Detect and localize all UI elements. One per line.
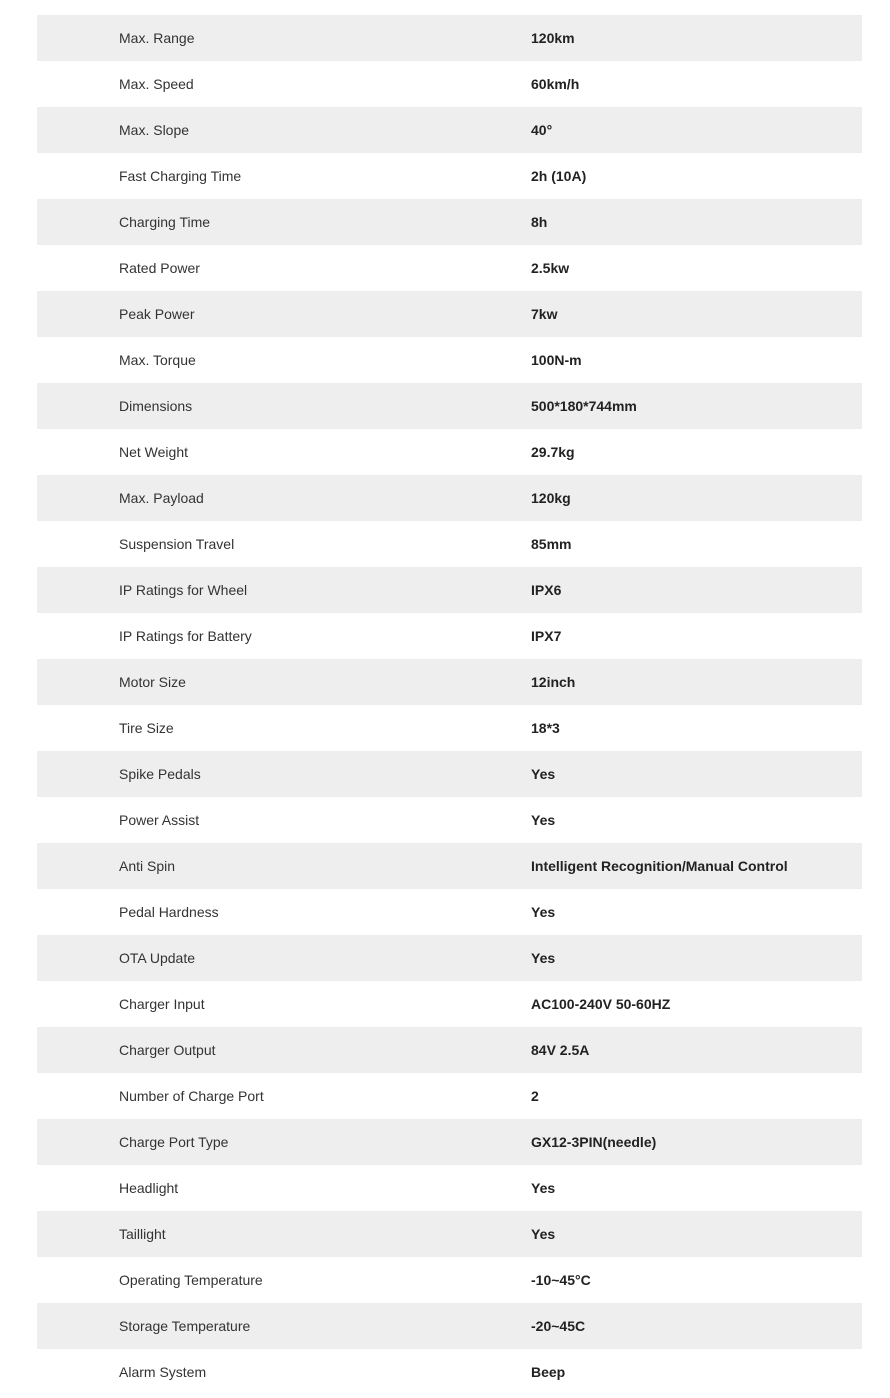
spec-value: Beep bbox=[531, 1364, 566, 1380]
spec-label: Rated Power bbox=[119, 260, 200, 276]
spec-value: AC100-240V 50-60HZ bbox=[531, 996, 671, 1012]
spec-value: IPX7 bbox=[531, 628, 562, 644]
spec-label: Power Assist bbox=[119, 812, 200, 828]
spec-label: Net Weight bbox=[119, 444, 188, 460]
spec-row-anti-spin bbox=[37, 843, 862, 889]
spec-row-operating-temperature bbox=[37, 1257, 862, 1303]
spec-value: 2.5kw bbox=[531, 260, 570, 276]
spec-value: 2 bbox=[531, 1088, 539, 1104]
spec-row-rated-power bbox=[37, 245, 862, 291]
spec-row-headlight bbox=[37, 1165, 862, 1211]
spec-row-charger-input bbox=[37, 981, 862, 1027]
spec-row-charge-port-type bbox=[37, 1119, 862, 1165]
spec-label: Anti Spin bbox=[119, 858, 176, 874]
spec-value: 60km/h bbox=[531, 76, 580, 92]
spec-label: IP Ratings for Battery bbox=[119, 628, 252, 644]
spec-row-alarm-system bbox=[37, 1349, 862, 1395]
spec-value: Yes bbox=[531, 766, 556, 782]
spec-value: 7kw bbox=[531, 306, 558, 322]
spec-value: 84V 2.5A bbox=[531, 1042, 590, 1058]
spec-row-peak-power bbox=[37, 291, 862, 337]
spec-row-number-of-charge-port bbox=[37, 1073, 862, 1119]
spec-label: Charge Port Type bbox=[119, 1134, 229, 1150]
spec-value: -20~45C bbox=[531, 1318, 586, 1334]
spec-label: Max. Speed bbox=[119, 76, 194, 92]
spec-value: 40° bbox=[531, 122, 553, 138]
spec-label: Spike Pedals bbox=[119, 766, 201, 782]
spec-row-ota-update bbox=[37, 935, 862, 981]
spec-label: Tire Size bbox=[119, 720, 174, 736]
spec-row-power-assist bbox=[37, 797, 862, 843]
spec-row-pedal-hardness bbox=[37, 889, 862, 935]
spec-value: 500*180*744mm bbox=[531, 398, 637, 414]
spec-value: 29.7kg bbox=[531, 444, 575, 460]
spec-value: 8h bbox=[531, 214, 548, 230]
spec-label: Storage Temperature bbox=[119, 1318, 251, 1334]
spec-value: IPX6 bbox=[531, 582, 562, 598]
spec-label: Operating Temperature bbox=[119, 1272, 263, 1288]
spec-row-taillight bbox=[37, 1211, 862, 1257]
spec-value: GX12-3PIN(needle) bbox=[531, 1134, 657, 1150]
spec-label: Max. Payload bbox=[119, 490, 204, 506]
spec-value: 120kg bbox=[531, 490, 571, 506]
spec-value: 100N-m bbox=[531, 352, 582, 368]
spec-label: Number of Charge Port bbox=[119, 1088, 264, 1104]
spec-value: 18*3 bbox=[531, 720, 560, 736]
spec-label: IP Ratings for Wheel bbox=[119, 582, 248, 598]
spec-label: Max. Slope bbox=[119, 122, 190, 138]
spec-label: Pedal Hardness bbox=[119, 904, 219, 920]
spec-value: Yes bbox=[531, 950, 556, 966]
spec-label: Motor Size bbox=[119, 674, 186, 690]
spec-value: Yes bbox=[531, 1226, 556, 1242]
spec-value: Yes bbox=[531, 904, 556, 920]
spec-label: Suspension Travel bbox=[119, 536, 235, 552]
spec-label: Max. Range bbox=[119, 30, 195, 46]
spec-row-suspension-travel bbox=[37, 521, 862, 567]
spec-row-charging-time bbox=[37, 199, 862, 245]
spec-label: Charger Input bbox=[119, 996, 205, 1012]
spec-value: -10~45°C bbox=[531, 1272, 591, 1288]
spec-row-ip-ratings-wheel bbox=[37, 567, 862, 613]
spec-value: Yes bbox=[531, 1180, 556, 1196]
spec-row-max-speed bbox=[37, 61, 862, 107]
spec-row-net-weight bbox=[37, 429, 862, 475]
spec-label: Headlight bbox=[119, 1180, 179, 1196]
spec-value: Yes bbox=[531, 812, 556, 828]
spec-row-max-payload bbox=[37, 475, 862, 521]
spec-label: Dimensions bbox=[119, 398, 193, 414]
spec-label: Taillight bbox=[119, 1226, 166, 1242]
spec-label: Alarm System bbox=[119, 1364, 207, 1380]
spec-row-charger-output bbox=[37, 1027, 862, 1073]
spec-row-max-slope bbox=[37, 107, 862, 153]
spec-row-ip-ratings-battery bbox=[37, 613, 862, 659]
spec-row-max-range bbox=[37, 15, 862, 61]
spec-label: Fast Charging Time bbox=[119, 168, 242, 184]
spec-value: 12inch bbox=[531, 674, 576, 690]
spec-label: OTA Update bbox=[119, 950, 196, 966]
spec-row-storage-temperature bbox=[37, 1303, 862, 1349]
spec-value: 120km bbox=[531, 30, 575, 46]
spec-label: Max. Torque bbox=[119, 352, 196, 368]
spec-value: 2h (10A) bbox=[531, 168, 587, 184]
spec-row-spike-pedals bbox=[37, 751, 862, 797]
spec-row-motor-size bbox=[37, 659, 862, 705]
spec-row-tire-size bbox=[37, 705, 862, 751]
spec-row-fast-charging-time bbox=[37, 153, 862, 199]
spec-table bbox=[37, 15, 862, 1395]
spec-label: Charger Output bbox=[119, 1042, 216, 1058]
spec-label: Peak Power bbox=[119, 306, 195, 322]
spec-label: Charging Time bbox=[119, 214, 211, 230]
spec-row-max-torque bbox=[37, 337, 862, 383]
spec-value: Intelligent Recognition/Manual Control bbox=[531, 858, 788, 874]
spec-value: 85mm bbox=[531, 536, 572, 552]
spec-row-dimensions bbox=[37, 383, 862, 429]
